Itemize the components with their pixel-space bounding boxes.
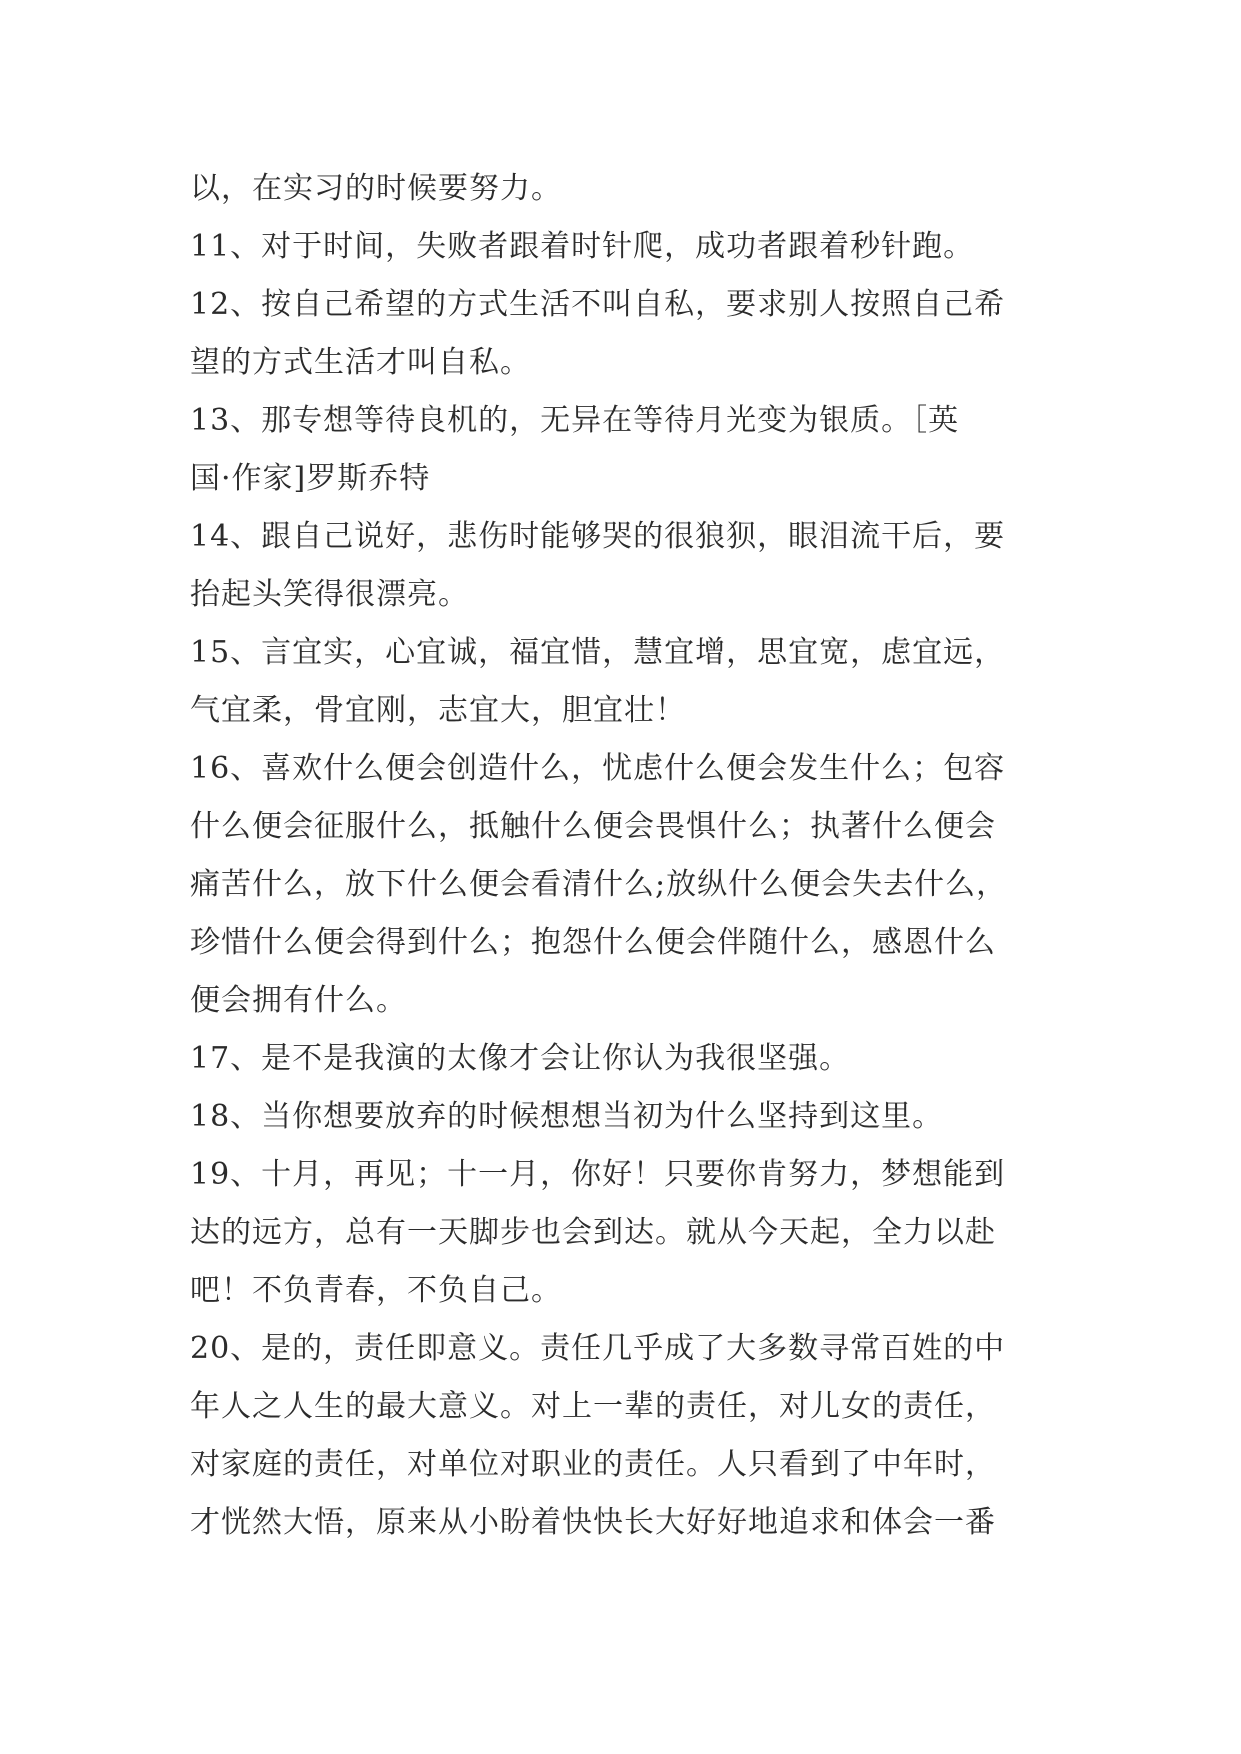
text-line: 以，在实习的时候要努力。 [190, 171, 562, 206]
text-line: 望的方式生活才叫自私。 [190, 345, 531, 380]
text-line: 便会拥有什么。 [190, 983, 407, 1018]
text-line: 18、当你想要放弃的时候想想当初为什么坚持到这里。 [190, 1099, 944, 1134]
text-line: 才恍然大悟，原来从小盼着快快长大好好地追求和体会一番 [190, 1505, 996, 1540]
text-line: 抬起头笑得很漂亮。 [190, 577, 469, 612]
text-line: 气宜柔，骨宜刚，志宜大，胆宜壮！ [190, 693, 686, 728]
text-line: 吧！不负青春，不负自己。 [190, 1273, 562, 1308]
document-body [190, 160, 1070, 1552]
text-line: 15、言宜实，心宜诚，福宜惜，慧宜增，思宜宽，虑宜远， [190, 635, 1006, 670]
text-line: 13、那专想等待良机的，无异在等待月光变为银质。［英 [190, 403, 960, 438]
text-line: 20、是的，责任即意义。责任几乎成了大多数寻常百姓的中 [190, 1331, 1006, 1366]
text-line: 年人之人生的最大意义。对上一辈的责任，对儿女的责任， [190, 1389, 996, 1424]
text-line: 11、对于时间，失败者跟着时针爬，成功者跟着秒针跑。 [190, 229, 975, 264]
text-line: 珍惜什么便会得到什么；抱怨什么便会伴随什么，感恩什么 [190, 925, 996, 960]
text-line: 19、十月，再见；十一月，你好！只要你肯努力，梦想能到 [190, 1157, 1006, 1192]
text-line: 对家庭的责任，对单位对职业的责任。人只看到了中年时， [190, 1447, 996, 1482]
text-line: 达的远方，总有一天脚步也会到达。就从今天起，全力以赴 [190, 1215, 996, 1250]
text-line: 16、喜欢什么便会创造什么，忧虑什么便会发生什么；包容 [190, 751, 1006, 786]
text-line: 痛苦什么，放下什么便会看清什么;放纵什么便会失去什么， [190, 867, 1008, 902]
text-line: 17、是不是我演的太像才会让你认为我很坚强。 [190, 1041, 851, 1076]
text-line: 国·作家]罗斯乔特 [190, 461, 431, 496]
text-line: 14、跟自己说好，悲伤时能够哭的很狼狈，眼泪流干后，要 [190, 519, 1006, 554]
text-line: 什么便会征服什么，抵触什么便会畏惧什么；执著什么便会 [190, 809, 996, 844]
text-line: 12、按自己希望的方式生活不叫自私，要求别人按照自己希 [190, 287, 1006, 322]
